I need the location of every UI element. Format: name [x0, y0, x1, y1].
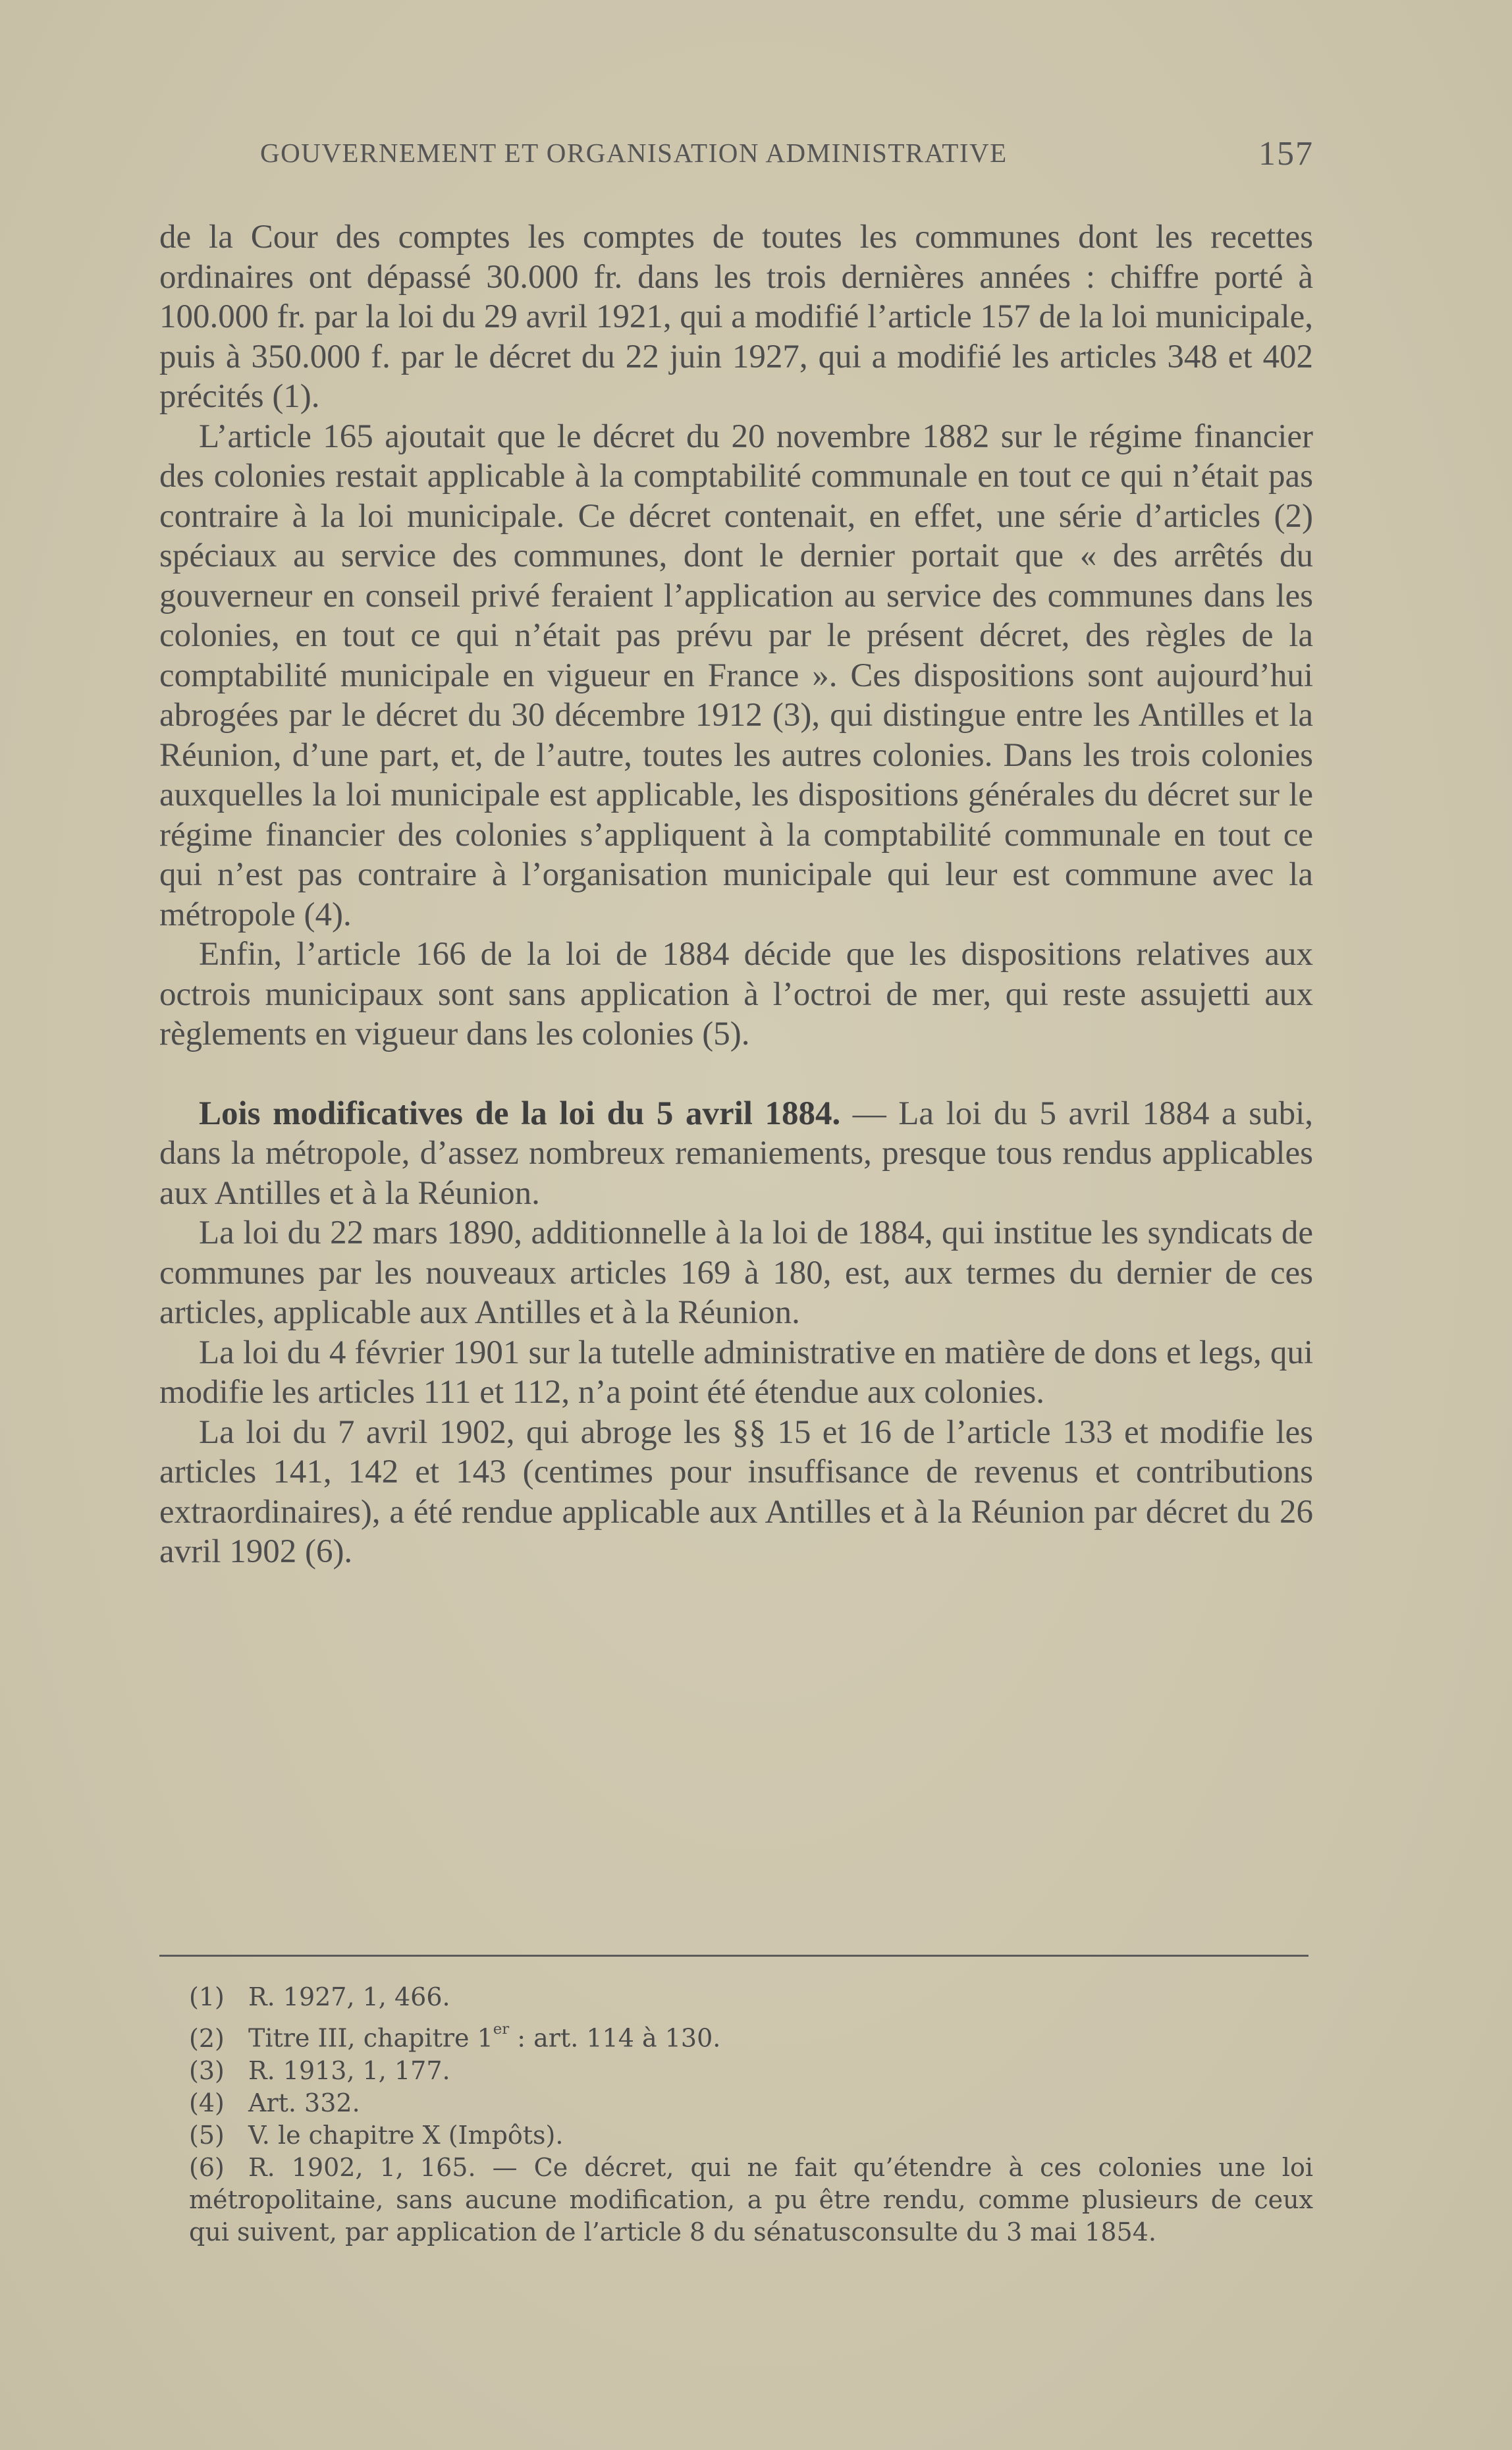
footnote-text: R. 1913, 1, 177.: [248, 2055, 450, 2085]
footnote-number: (2): [189, 2023, 225, 2053]
paragraph: La loi du 22 mars 1890, additionnelle à la loi de 1884, qui institue les syndicats de communes par les nouveaux articles 169 à 180, est, aux termes du dernier de ces articles, applicable aux Antilles et à la Réunion.: [159, 1214, 1313, 1331]
paragraph: La loi du 4 février 1901 sur la tutelle administrative en matière de dons et legs, qui modifie les articles 111 et 112, n’a point été étendue aux colonies.: [159, 1334, 1313, 1411]
footnote-number: (1): [189, 1982, 225, 2011]
page-header: [260, 137, 1314, 177]
footnote: [159, 2055, 1313, 2087]
footnote-text: : art. 114 à 130.: [509, 2023, 721, 2053]
footnote: [159, 2152, 1313, 2248]
footnote-text: Titre III, chapitre 1: [248, 2023, 493, 2053]
footnote-number: (4): [189, 2088, 225, 2117]
running-title: GOUVERNEMENT ET ORGANISATION ADMINISTRATIVE: [260, 138, 1008, 168]
section-heading: Lois modificatives de la loi du 5 avril 1884.: [199, 1095, 841, 1132]
footnote-text: V. le chapitre X (Impôts).: [248, 2120, 564, 2150]
footnote-rule: [159, 1955, 1309, 1957]
footnotes: [159, 1981, 1313, 2248]
section-intro: [159, 1094, 1313, 1214]
footnote-text: R. 1902, 1, 165. — Ce décret, qui ne fait qu’étendre à ces colonies une loi métropolitaine, sans aucune modification, a pu être rendu, comme plusieurs de ceux qui suivent, par application de l’article 8 du sénatusconsulte du 3 mai 1854.: [189, 2152, 1313, 2246]
footnote-number: (3): [189, 2055, 225, 2085]
footnote-superscript: er: [493, 2021, 510, 2038]
footnote: [159, 2013, 1313, 2055]
body-text: [159, 217, 1313, 1572]
paragraph: La loi du 7 avril 1902, qui abroge les §§ 15 et 16 de l’article 133 et modifie les articles 141, 142 et 143 (centimes pour insuffisance de revenus et contributions extraordinaires), a été rendue applicable aux Antilles et à la Réunion par décret du 26 avril 1902 (6).: [159, 1413, 1313, 1570]
footnote-text: R. 1927, 1, 466.: [248, 1982, 450, 2011]
section-heading-rest: — La loi du 5 avril 1884 a subi, dans la métropole, d’assez nombreux remaniements, presque tous rendus applicables aux Antilles et à la Réunion.: [159, 1095, 1313, 1212]
paragraph: de la Cour des comptes les comptes de toutes les communes dont les recettes ordinaires ont dépassé 30.000 fr. dans les trois dernières années : chiffre porté à 100.000 fr. par la loi du 29 avril 1921, qui a modifié l’article 157 de la loi municipale, puis à 350.000 f. par le décret du 22 juin 1927, qui a modifié les articles 348 et 402 précités (1).: [159, 219, 1313, 415]
footnote: [159, 2119, 1313, 2152]
footnote: [159, 1981, 1313, 2013]
footnote-number: (5): [189, 2120, 225, 2150]
footnote-text: Art. 332.: [248, 2088, 360, 2117]
paragraph: L’article 165 ajoutait que le décret du 20 novembre 1882 sur le régime financier des colonies restait applicable à la comptabilité communale en tout ce qui n’était pas contraire à la loi municipale. Ce décret contenait, en effet, une série d’articles (2) spéciaux au service des communes, dont le dernier portait que « des arrêtés du gouverneur en conseil privé feraient l’application au service des communes dans les colonies, en tout ce qui n’était pas prévu par le présent décret, des règles de la comptabilité municipale en vigueur en France ». Ces dispositions sont aujourd’hui abrogées par le décret du 30 décembre 1912 (3), qui distingue entre les Antilles et la Réunion, d’une part, et, de l’autre, toutes les autres colonies. Dans les trois colonies auxquelles la loi municipale est applicable, les dispositions générales du décret sur le régime financier des colonies s’appliquent à la comptabilité communale en tout ce qui n’est pas contraire à l’organisation municipale qui leur est commune avec la métropole (4).: [159, 418, 1313, 933]
paragraph: Enfin, l’article 166 de la loi de 1884 décide que les dispositions relatives aux octrois municipaux sont sans application à l’octroi de mer, qui reste assujetti aux règlements en vigueur dans les colonies (5).: [159, 936, 1313, 1052]
section-gap: [159, 1054, 1313, 1094]
page-number: 157: [1258, 135, 1314, 173]
footnote: [159, 2087, 1313, 2119]
footnote-number: (6): [189, 2152, 225, 2182]
